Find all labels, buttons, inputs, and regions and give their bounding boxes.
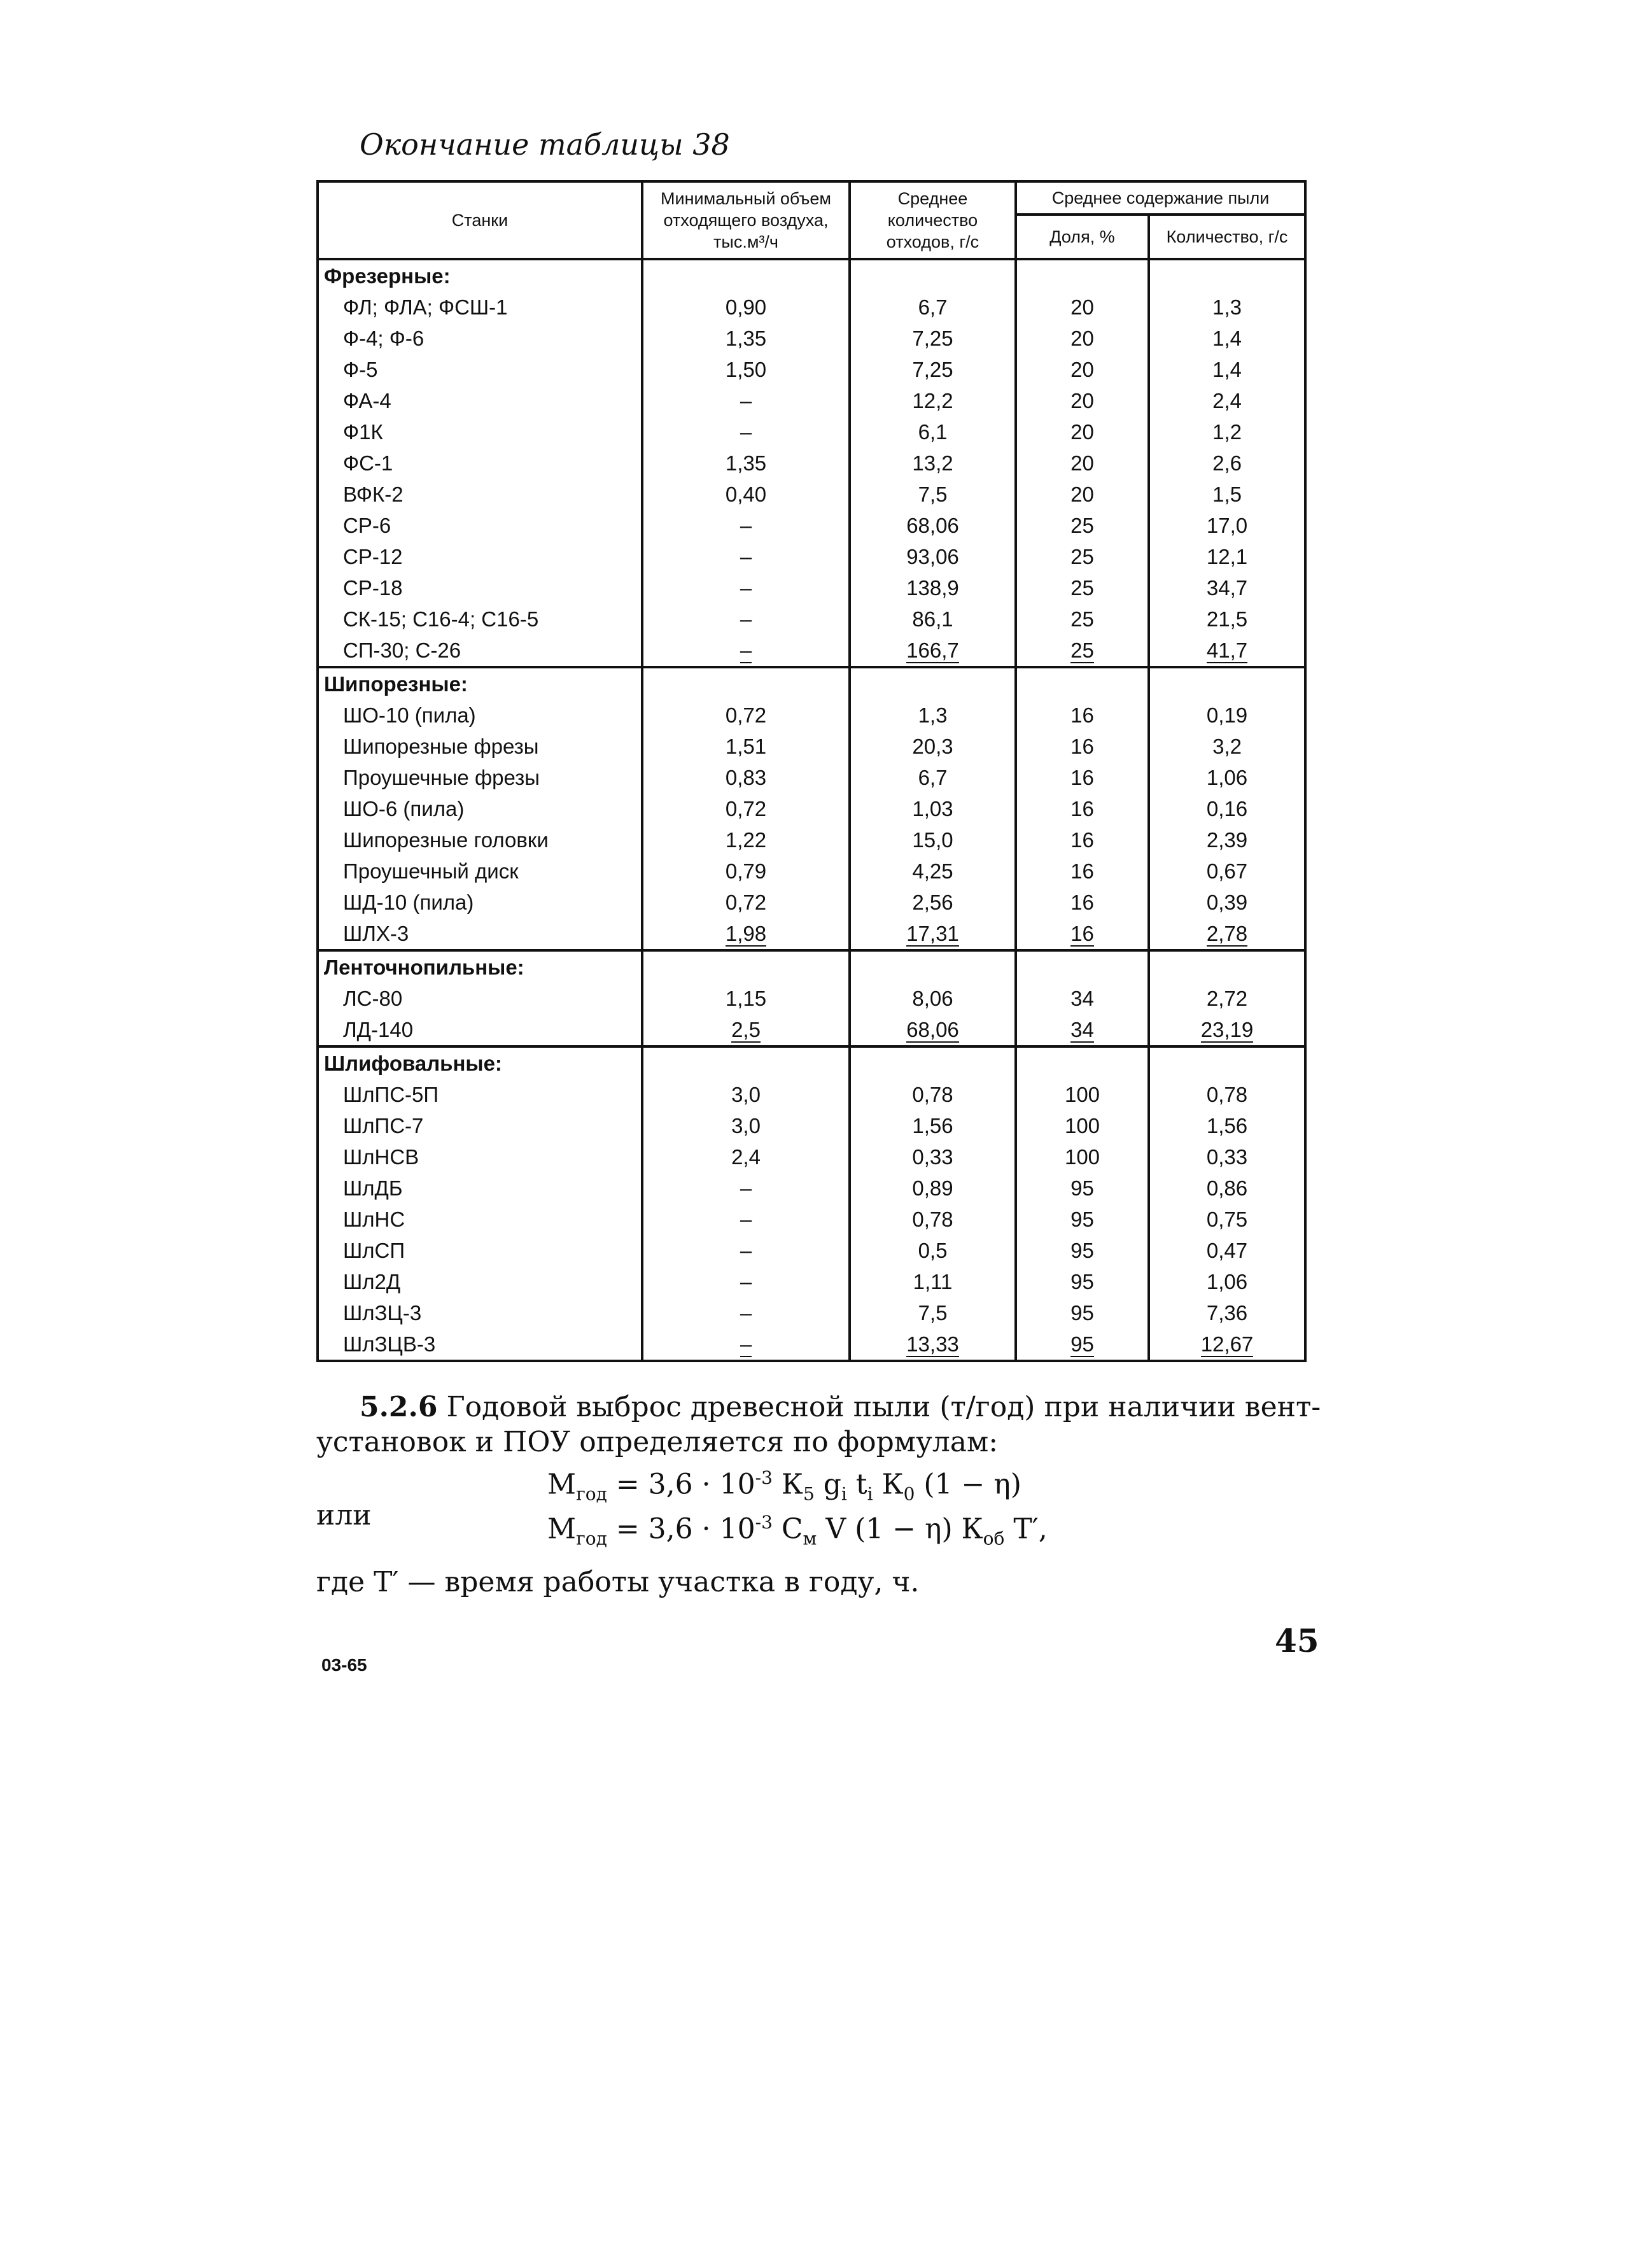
value-cell: 86,1 (850, 603, 1016, 635)
value-cell: 7,5 (850, 479, 1016, 510)
group-empty-cell (1016, 1046, 1149, 1079)
value-cell: 12,1 (1149, 541, 1305, 572)
table-row (318, 354, 1305, 385)
table-body (318, 259, 1305, 1361)
value-cell: 0,33 (1149, 1141, 1305, 1173)
table-row (318, 541, 1305, 572)
value-cell: – (642, 541, 850, 572)
group-empty-cell (850, 259, 1016, 292)
formula-1: $М_{год} = 3,6 \cdot 10^{-3}$ $К_5$ $g_i$ $t_i$ $К_0$ (1 − η) (547, 1467, 1021, 1505)
value-cell: 6,7 (850, 762, 1016, 793)
value-cell: 0,78 (850, 1204, 1016, 1235)
table-row (318, 572, 1305, 603)
table-row (318, 1204, 1305, 1235)
value-cell: 1,4 (1149, 354, 1305, 385)
value-cell: 16 (1016, 824, 1149, 856)
value-cell: 1,56 (1149, 1110, 1305, 1141)
value-cell: 93,06 (850, 541, 1016, 572)
machine-name-cell: ВФК-2 (318, 479, 642, 510)
group-empty-cell (642, 259, 850, 292)
value-cell: 41,7 (1149, 635, 1305, 667)
machine-name-cell: СР-18 (318, 572, 642, 603)
table-row (318, 731, 1305, 762)
value-cell: 2,39 (1149, 824, 1305, 856)
value-cell: 1,2 (1149, 416, 1305, 447)
value-cell: 1,15 (642, 983, 850, 1014)
machine-name-cell: СК-15; С16-4; С16-5 (318, 603, 642, 635)
value-cell: 1,35 (642, 447, 850, 479)
value-cell: 16 (1016, 762, 1149, 793)
value-cell: 95 (1016, 1328, 1149, 1361)
paragraph-line-1 (360, 1391, 1321, 1423)
value-cell: – (642, 1297, 850, 1328)
table-row (318, 1141, 1305, 1173)
value-cell: – (642, 1328, 850, 1361)
machine-name-cell: СР-12 (318, 541, 642, 572)
value-cell: 16 (1016, 793, 1149, 824)
group-empty-cell (642, 950, 850, 983)
value-cell: – (642, 635, 850, 667)
machine-name-cell: Шипорезные фрезы (318, 731, 642, 762)
value-cell: 100 (1016, 1110, 1149, 1141)
machine-name-cell: Ф-4; Ф-6 (318, 323, 642, 354)
value-cell: 20 (1016, 385, 1149, 416)
print-code: 03-65 (321, 1655, 367, 1675)
value-cell: 95 (1016, 1297, 1149, 1328)
value-cell: 138,9 (850, 572, 1016, 603)
table-row (318, 1014, 1305, 1046)
header-avg-waste: Среднее количество отходов, г/с (850, 181, 1016, 259)
value-cell: 20 (1016, 323, 1149, 354)
table-row (318, 447, 1305, 479)
value-cell: 95 (1016, 1173, 1149, 1204)
table-row (318, 762, 1305, 793)
value-cell: – (642, 572, 850, 603)
value-cell: 25 (1016, 541, 1149, 572)
table-caption: Окончание таблицы 38 (360, 127, 730, 162)
value-cell: 13,33 (850, 1328, 1016, 1361)
value-cell: 34 (1016, 1014, 1149, 1046)
header-machines: Станки (318, 181, 642, 259)
or-label: или (316, 1499, 372, 1532)
value-cell: 1,06 (1149, 1266, 1305, 1297)
value-cell: 0,40 (642, 479, 850, 510)
value-cell: 0,33 (850, 1141, 1016, 1173)
machine-name-cell: ШО-6 (пила) (318, 793, 642, 824)
machine-name-cell: ШлНС (318, 1204, 642, 1235)
machine-name-cell: Ф1К (318, 416, 642, 447)
value-cell: 15,0 (850, 824, 1016, 856)
value-cell: 1,50 (642, 354, 850, 385)
value-cell: 20 (1016, 416, 1149, 447)
value-cell: 0,72 (642, 700, 850, 731)
group-empty-cell (1016, 950, 1149, 983)
machine-name-cell: ШлЗЦ-3 (318, 1297, 642, 1328)
value-cell: 0,67 (1149, 856, 1305, 887)
paragraph-last-line: где Т′ — время работы участка в году, ч. (316, 1566, 920, 1598)
data-table (316, 180, 1307, 1362)
value-cell: 3,2 (1149, 731, 1305, 762)
table-row (318, 700, 1305, 731)
value-cell: 1,11 (850, 1266, 1016, 1297)
machine-name-cell: ФС-1 (318, 447, 642, 479)
value-cell: – (642, 1266, 850, 1297)
value-cell: 1,03 (850, 793, 1016, 824)
value-cell: – (642, 1204, 850, 1235)
group-title: Шлифовальные: (318, 1046, 642, 1079)
value-cell: 16 (1016, 887, 1149, 918)
value-cell: 12,67 (1149, 1328, 1305, 1361)
machine-name-cell: ФЛ; ФЛА; ФСШ-1 (318, 292, 642, 323)
value-cell: 4,25 (850, 856, 1016, 887)
header-amount: Количество, г/с (1149, 215, 1305, 259)
paragraph-text-1: Годовой выброс древесной пыли (т/год) при наличии вент- (446, 1391, 1321, 1423)
header-min-volume: Минимальный объем отходящего воздуха, тыс.м³/ч (642, 181, 850, 259)
value-cell: 1,5 (1149, 479, 1305, 510)
table-row (318, 292, 1305, 323)
table-row (318, 385, 1305, 416)
value-cell: 95 (1016, 1266, 1149, 1297)
value-cell: 2,56 (850, 887, 1016, 918)
value-cell: 2,78 (1149, 918, 1305, 950)
value-cell: 0,89 (850, 1173, 1016, 1204)
value-cell: 12,2 (850, 385, 1016, 416)
value-cell: 7,36 (1149, 1297, 1305, 1328)
machine-name-cell: ШЛХ-3 (318, 918, 642, 950)
group-empty-cell (1149, 950, 1305, 983)
value-cell: 0,78 (1149, 1079, 1305, 1110)
value-cell: 0,79 (642, 856, 850, 887)
value-cell: – (642, 603, 850, 635)
group-empty-cell (850, 1046, 1016, 1079)
table-row (318, 479, 1305, 510)
value-cell: 20,3 (850, 731, 1016, 762)
table-row (318, 1079, 1305, 1110)
value-cell: 95 (1016, 1204, 1149, 1235)
table-row (318, 1328, 1305, 1361)
machine-name-cell: ШлПС-5П (318, 1079, 642, 1110)
machine-name-cell: ШлПС-7 (318, 1110, 642, 1141)
value-cell: 7,25 (850, 354, 1016, 385)
group-row (318, 667, 1305, 700)
value-cell: 0,83 (642, 762, 850, 793)
value-cell: 68,06 (850, 510, 1016, 541)
value-cell: 95 (1016, 1235, 1149, 1266)
machine-name-cell: ШлСП (318, 1235, 642, 1266)
group-title: Ленточнопильные: (318, 950, 642, 983)
value-cell: 17,0 (1149, 510, 1305, 541)
group-title: Шипорезные: (318, 667, 642, 700)
table-row (318, 416, 1305, 447)
group-row (318, 1046, 1305, 1079)
value-cell: 0,75 (1149, 1204, 1305, 1235)
machine-name-cell: ЛС-80 (318, 983, 642, 1014)
value-cell: 1,35 (642, 323, 850, 354)
machine-name-cell: ШД-10 (пила) (318, 887, 642, 918)
machine-name-cell: Ф-5 (318, 354, 642, 385)
machine-name-cell: ЛД-140 (318, 1014, 642, 1046)
machine-name-cell: СП-30; С-26 (318, 635, 642, 667)
value-cell: 20 (1016, 447, 1149, 479)
value-cell: 100 (1016, 1141, 1149, 1173)
table-row (318, 1235, 1305, 1266)
machine-name-cell: Проушечные фрезы (318, 762, 642, 793)
machine-name-cell: ШлДБ (318, 1173, 642, 1204)
value-cell: 25 (1016, 635, 1149, 667)
group-empty-cell (1149, 259, 1305, 292)
value-cell: – (642, 1173, 850, 1204)
value-cell: 20 (1016, 354, 1149, 385)
header-dust: Среднее содержание пыли (1016, 181, 1305, 215)
group-row (318, 259, 1305, 292)
value-cell: 13,2 (850, 447, 1016, 479)
value-cell: 2,4 (1149, 385, 1305, 416)
formula-2: $М_{год} = 3,6 \cdot 10^{-3}$ $С_м$ V (1 − η) $К_{об}$ Т′, (547, 1512, 1048, 1549)
table-row (318, 1110, 1305, 1141)
value-cell: 6,1 (850, 416, 1016, 447)
value-cell: 3,0 (642, 1110, 850, 1141)
table-row (318, 1266, 1305, 1297)
table-row (318, 983, 1305, 1014)
table-row (318, 887, 1305, 918)
value-cell: 1,3 (850, 700, 1016, 731)
machine-name-cell: ШлЗЦВ-3 (318, 1328, 642, 1361)
value-cell: 0,86 (1149, 1173, 1305, 1204)
table-row (318, 323, 1305, 354)
value-cell: 20 (1016, 479, 1149, 510)
value-cell: 7,5 (850, 1297, 1016, 1328)
group-empty-cell (1149, 1046, 1305, 1079)
value-cell: 16 (1016, 731, 1149, 762)
group-empty-cell (1016, 259, 1149, 292)
group-empty-cell (1016, 667, 1149, 700)
table-row (318, 824, 1305, 856)
value-cell: 6,7 (850, 292, 1016, 323)
value-cell: 16 (1016, 856, 1149, 887)
value-cell: 0,5 (850, 1235, 1016, 1266)
paragraph-line-2: установок и ПОУ определяется по формулам: (316, 1426, 999, 1458)
table-row (318, 510, 1305, 541)
value-cell: 25 (1016, 510, 1149, 541)
value-cell: 21,5 (1149, 603, 1305, 635)
value-cell: 1,22 (642, 824, 850, 856)
machine-name-cell: ШО-10 (пила) (318, 700, 642, 731)
value-cell: 2,5 (642, 1014, 850, 1046)
value-cell: – (642, 510, 850, 541)
table-row (318, 856, 1305, 887)
machine-name-cell: Шипорезные головки (318, 824, 642, 856)
paragraph-number: 5.2.6 (360, 1391, 438, 1423)
value-cell: 0,39 (1149, 887, 1305, 918)
value-cell: 1,56 (850, 1110, 1016, 1141)
value-cell: 0,19 (1149, 700, 1305, 731)
table-row (318, 603, 1305, 635)
machine-name-cell: ШлНСВ (318, 1141, 642, 1173)
page-number: 45 (1275, 1622, 1319, 1659)
value-cell: 1,4 (1149, 323, 1305, 354)
value-cell: 2,6 (1149, 447, 1305, 479)
group-empty-cell (850, 667, 1016, 700)
value-cell: 0,47 (1149, 1235, 1305, 1266)
value-cell: 23,19 (1149, 1014, 1305, 1046)
value-cell: 0,16 (1149, 793, 1305, 824)
value-cell: 0,72 (642, 887, 850, 918)
value-cell: 25 (1016, 603, 1149, 635)
value-cell: 166,7 (850, 635, 1016, 667)
machine-name-cell: Проушечный диск (318, 856, 642, 887)
table-row (318, 1297, 1305, 1328)
value-cell: 0,72 (642, 793, 850, 824)
value-cell: 1,06 (1149, 762, 1305, 793)
table-row (318, 793, 1305, 824)
group-empty-cell (850, 950, 1016, 983)
value-cell: 34 (1016, 983, 1149, 1014)
value-cell: 1,51 (642, 731, 850, 762)
machine-name-cell: Шл2Д (318, 1266, 642, 1297)
value-cell: 20 (1016, 292, 1149, 323)
group-row (318, 950, 1305, 983)
value-cell: 100 (1016, 1079, 1149, 1110)
machine-name-cell: ФА-4 (318, 385, 642, 416)
table-row (318, 1173, 1305, 1204)
value-cell: 16 (1016, 918, 1149, 950)
value-cell: – (642, 1235, 850, 1266)
value-cell: 1,3 (1149, 292, 1305, 323)
value-cell: 68,06 (850, 1014, 1016, 1046)
value-cell: – (642, 416, 850, 447)
table-row (318, 635, 1305, 667)
value-cell: 25 (1016, 572, 1149, 603)
group-empty-cell (642, 667, 850, 700)
group-title: Фрезерные: (318, 259, 642, 292)
value-cell: 8,06 (850, 983, 1016, 1014)
value-cell: 17,31 (850, 918, 1016, 950)
value-cell: 2,72 (1149, 983, 1305, 1014)
value-cell: – (642, 385, 850, 416)
value-cell: 1,98 (642, 918, 850, 950)
value-cell: 7,25 (850, 323, 1016, 354)
value-cell: 34,7 (1149, 572, 1305, 603)
group-empty-cell (642, 1046, 850, 1079)
group-empty-cell (1149, 667, 1305, 700)
machine-name-cell: СР-6 (318, 510, 642, 541)
table-row (318, 918, 1305, 950)
value-cell: 16 (1016, 700, 1149, 731)
value-cell: 0,78 (850, 1079, 1016, 1110)
value-cell: 3,0 (642, 1079, 850, 1110)
value-cell: 0,90 (642, 292, 850, 323)
value-cell: 2,4 (642, 1141, 850, 1173)
header-share: Доля, % (1016, 215, 1149, 259)
